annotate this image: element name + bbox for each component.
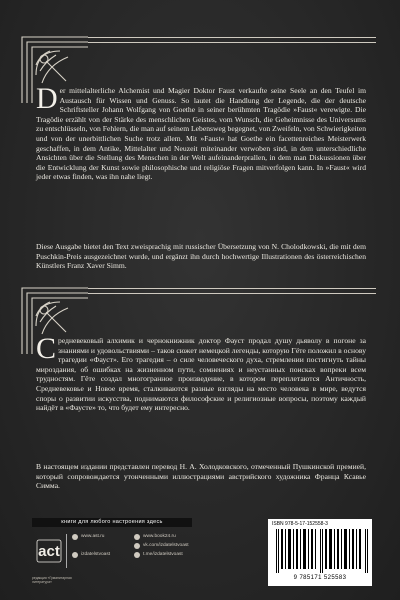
vk-icon xyxy=(134,543,140,549)
globe-icon xyxy=(134,534,140,540)
russian-edition-note: В настоящем издании представлен перевод Н. А. Холодковского, отмеченный Пушкинской премией, который сопровождается утонченными иллюстрациями австрийского художника Франца Ксавье Симма. xyxy=(36,462,366,491)
barcode-image xyxy=(276,529,368,573)
russian-annotation-text: редневековый алхимик и чернокнижник доктор Фауст продал душу дьяволу в погоне за знаниями и удовольствиями – таков сюжет немецкой легенды, которую Гёте положил в основу трагедии «Фауст». Его трагедия – о силе человеческого духа, стремлении постигнуть тайны мироздания, об ошибках на жизненном пути, сомнениях и неустанных поисках вопреки всем трудностям. Гёте создал многогранное произведение, в котором переплетаются Античность, Средневековье и Новое время, сталкиваются разные взгляды на место человека в мире, ведутся споры о развитии искусства, поднимаются философские и религиозные вопросы, поэтому каждый найдёт в «Фаусте» то, что будет ему интересно. xyxy=(36,336,366,413)
russian-dropcap: С xyxy=(36,332,57,365)
footer-divider xyxy=(66,534,67,568)
german-dropcap: D xyxy=(36,82,58,115)
barcode-panel xyxy=(268,519,372,586)
youtube-icon xyxy=(72,552,78,558)
german-edition-note: Diese Ausgabe bietet den Text zweisprachig mit russischer Übersetzung von N. Cholodkowski, die mit dem Puschkin-Preis ausgezeichnet wurde, und ergänzt ihn durch hochwertige Illustrationen des österreichischen Künstlers Franz Xaver Simm. xyxy=(36,242,366,271)
publisher-logo-text: act xyxy=(38,543,60,560)
top-rule-line xyxy=(88,37,376,38)
slogan-banner: книги для любого настроения здесь xyxy=(32,518,192,527)
german-annotation-text: er mittelalterliche Alchemist und Magier Doktor Faust verkaufte seine Seele an den Teufel im Austausch für Wissen und Genuss. So lautet die Handlung der Legende, die der deutsche Schriftsteller Johann Wolfgang von Goethe in seiner berühmten Tragödie »Faust« verewigte. Die Tragödie erzählt von der Stärke des menschlichen Geistes, vom Wunsch, die Geheimnisse des Universums zu entschlüsseln, von Fehlern, die man auf seinem Lebensweg begegnet, von Zweifeln, von Schwierigkeiten und von der unerbittlichen Suche trotz allem. Mit »Faust« hat Goethe ein facettenreiches Meisterwerk geschaffen, in dem Antike, Mittelalter und Neuzeit miteinander verwoben sind, in dem unterschiedliche Ansichten über die Stellung des Menschen in der Welt aufeinanderprallen, in dem man Diskussionen über die Entwicklung der Kunst sowie philosophische und religiöse Fragen mitverfolgen kann. In »Faust« wird jeder etwas finden, was ihn nahe liegt. xyxy=(36,86,366,182)
publisher-tagline: редакция «Гуманитарная литература» xyxy=(32,576,72,584)
contact-item[interactable]: www.ast.ru xyxy=(72,533,104,542)
telegram-icon xyxy=(134,552,140,558)
barcode-digits: 9 785171 525583 xyxy=(293,575,347,581)
globe-icon xyxy=(72,534,78,540)
footer xyxy=(32,518,382,588)
publisher-logo xyxy=(32,532,72,584)
middle-rule-line xyxy=(88,288,376,289)
contact-item[interactable]: t.me/izdatelstvoast xyxy=(134,551,183,560)
middle-rule-line-inner xyxy=(88,293,376,294)
isbn-label: ISBN 978-5-17-152558-3 xyxy=(272,521,328,527)
contact-item[interactable]: www.book24.ru xyxy=(134,533,176,542)
top-rule-line-inner xyxy=(88,42,376,43)
contact-item[interactable]: vk.com/izdatelstvoast xyxy=(134,542,189,551)
german-annotation xyxy=(36,82,366,182)
russian-annotation xyxy=(36,332,366,413)
contact-item[interactable]: izdatelstvoast xyxy=(72,551,110,560)
